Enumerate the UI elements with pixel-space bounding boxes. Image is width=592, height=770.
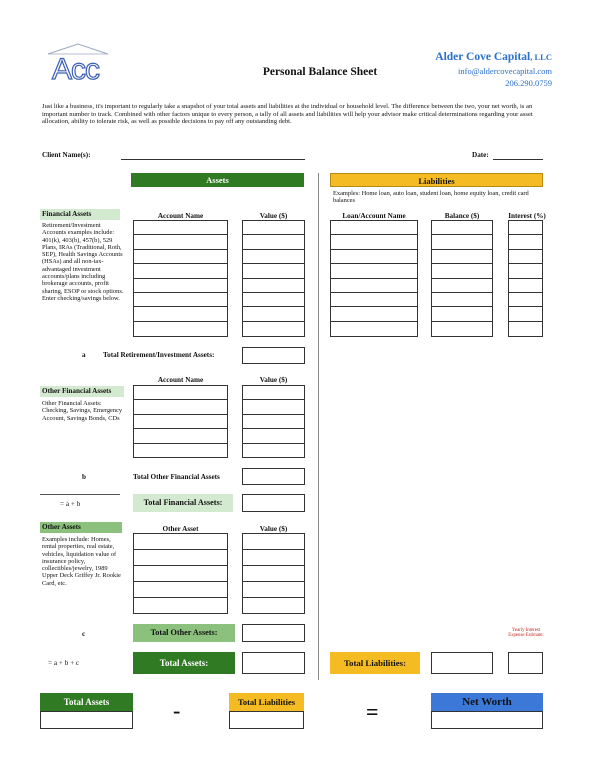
- summary-total-liabilities-label: Total Liabilities: [229, 693, 304, 711]
- other-asset-value-column[interactable]: [242, 533, 305, 614]
- yearly-interest-note: Yearly Interest Expense Estimate:: [508, 628, 544, 639]
- financial-assets-desc: Retirement/Investment Accounts examples include: 401(k), 403(b), 457(b), 529 Plans, IRAs (Traditional, Roth, SEP), Health Savings Accounts (HSAs) and all non-tax-advantaged investment accounts/plans including brokerage accounts, profit sharing, ESOP or stock options. Enter checking/savings below.: [42, 222, 124, 302]
- equals-sign: =: [366, 699, 379, 724]
- other-asset-name-column[interactable]: [133, 533, 228, 614]
- other-financial-label: Other Financial Assets: [40, 386, 124, 397]
- col-loan-name: Loan/Account Name: [342, 212, 406, 220]
- total-assets-field[interactable]: [242, 652, 305, 674]
- liabilities-header: Liabilities: [330, 173, 543, 187]
- total-other-financial-field[interactable]: [242, 468, 305, 485]
- assets-header: Assets: [131, 173, 304, 187]
- summary-total-liabilities-field[interactable]: [229, 711, 304, 729]
- date-label: Date:: [472, 151, 489, 159]
- col-account-name-2: Account Name: [157, 376, 204, 384]
- col-account-name: Account Name: [157, 212, 204, 220]
- financial-value-column[interactable]: [242, 220, 305, 337]
- total-assets-label: Total Assets:: [133, 652, 235, 674]
- letter-b: b: [82, 473, 86, 481]
- logo-text: Acc: [52, 53, 100, 84]
- liability-name-column[interactable]: [330, 220, 418, 337]
- liability-interest-column[interactable]: [508, 220, 543, 337]
- total-liabilities-label: Total Liabilities:: [330, 652, 420, 674]
- col-balance: Balance ($): [444, 212, 480, 220]
- company-name-text: Alder Cove Capital: [435, 51, 531, 63]
- other-assets-label: Other Assets: [40, 522, 122, 533]
- company-name: [404, 51, 552, 63]
- letter-c: c: [82, 630, 86, 638]
- total-retirement-field[interactable]: [242, 347, 305, 364]
- company-email[interactable]: info@aldercovecapital.com: [458, 66, 552, 76]
- formula-a-b-c: = a + b + c: [48, 659, 80, 667]
- total-financial-label: Total Financial Assets:: [133, 494, 233, 512]
- financial-account-name-column[interactable]: [133, 220, 228, 337]
- other-financial-desc: Other Financial Assets: Checking, Savings, Emergency Account, Savings Bonds, CDs: [42, 400, 123, 422]
- yearly-interest-field[interactable]: [508, 652, 543, 674]
- col-other-asset: Other Asset: [162, 525, 199, 533]
- net-worth-label: Net Worth: [431, 693, 543, 711]
- company-suffix: , LLC: [530, 52, 552, 62]
- financial-assets-label: Financial Assets: [40, 209, 120, 220]
- section-divider: [318, 173, 319, 680]
- col-value-3: Value ($): [259, 525, 288, 533]
- divider-line: [40, 494, 120, 495]
- other-assets-desc: Examples include: Homes, rental properties, real estate, vehicles, liquidation value of insurance policy, collectibles/jewelry, 1989 Upper Deck Griffey Jr. Rookie Card, etc.: [42, 536, 121, 587]
- minus-sign: -: [173, 698, 181, 723]
- summary-total-assets-field[interactable]: [40, 711, 133, 729]
- total-other-financial-label: Total Other Financial Assets: [133, 473, 220, 481]
- other-financial-name-column[interactable]: [133, 385, 228, 458]
- client-name-field[interactable]: [121, 151, 305, 160]
- client-name-label: Client Name(s):: [42, 151, 91, 159]
- page-title: Personal Balance Sheet: [262, 66, 378, 78]
- intro-paragraph: Just like a business, it's important to regularly take a snapshot of your total assets and liabilities at the individual or household level. The difference between the two, your net worth, is an important number to track. Combined with other factors unique to every person, a tally of all assets and liabilities will help your advisor make critical determinations regarding your asset allocation, ability to tolerate risk, as well as possible decisions to pay off any outstanding debt.: [42, 103, 533, 126]
- liabilities-examples: Examples: Home loan, auto loan, student loan, home equity loan, credit card balances: [333, 190, 529, 205]
- letter-a: a: [82, 351, 86, 359]
- formula-a-b: = a + b: [60, 500, 81, 508]
- company-logo: [42, 42, 114, 84]
- col-value: Value ($): [259, 212, 288, 220]
- net-worth-field[interactable]: [431, 711, 543, 729]
- total-liabilities-field[interactable]: [431, 652, 493, 674]
- other-financial-value-column[interactable]: [242, 385, 305, 458]
- total-retirement-label: Total Retirement/Investment Assets:: [103, 351, 215, 359]
- total-other-assets-label: Total Other Assets:: [133, 624, 235, 642]
- col-interest: Interest (%): [508, 212, 546, 220]
- summary-total-assets-label: Total Assets: [40, 693, 133, 711]
- date-field[interactable]: [493, 151, 543, 160]
- liability-balance-column[interactable]: [431, 220, 493, 337]
- company-phone: 206.290.0759: [505, 78, 552, 88]
- col-value-2: Value ($): [259, 376, 288, 384]
- total-financial-field[interactable]: [242, 494, 305, 512]
- total-other-assets-field[interactable]: [242, 624, 305, 642]
